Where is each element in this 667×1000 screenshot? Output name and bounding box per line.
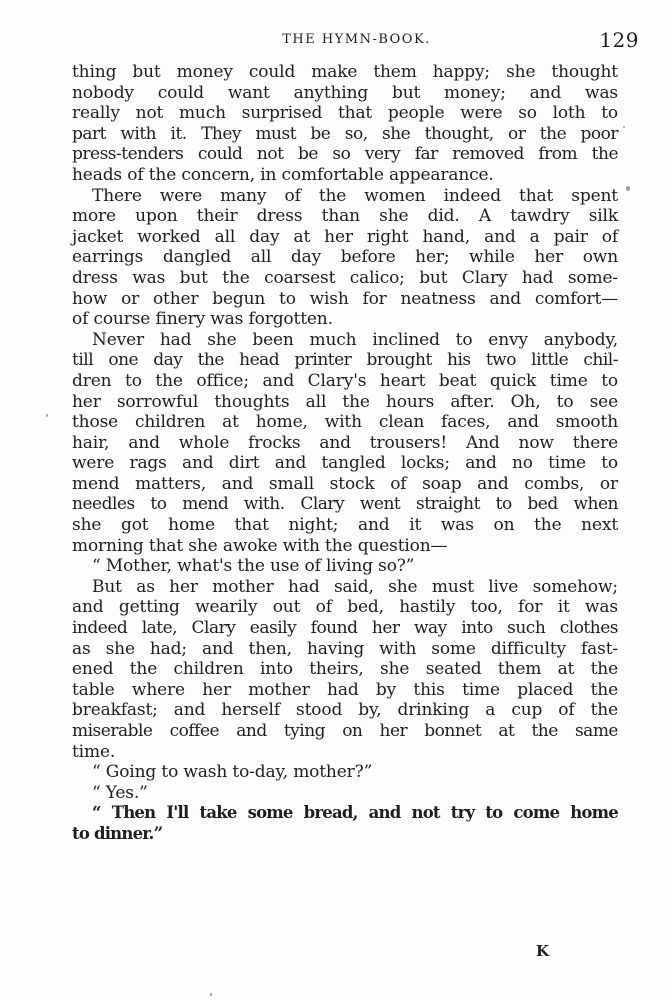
text-line: nobody could want anything but money; and was <box>72 82 618 103</box>
text-line: dren to the office; and Clary's heart beat quick time to <box>72 370 618 391</box>
text-line: part with it. They must be so, she thought, or the poor <box>72 123 618 144</box>
running-title: THE HYMN-BOOK. <box>282 32 431 47</box>
dialogue-line: “ Yes.” <box>92 782 148 803</box>
text-line: miserable coffee and tying on her bonnet at the same <box>72 721 618 741</box>
ink-speck <box>623 126 625 128</box>
dialogue-line: “ Then I'll take some bread, and not try to come home <box>92 803 618 823</box>
text-line: indeed late, Clary easily found her way into such clothes <box>72 618 618 639</box>
text-line: really not much surprised that people were so loth to <box>72 103 618 124</box>
dialogue-line: “ Mother, what's the use of living so?” <box>92 556 415 577</box>
text-line: to dinner.” <box>72 823 163 843</box>
text-line: those children at home, with clean faces, and smooth <box>72 412 618 433</box>
dialogue-line: “ Going to wash to-day, mother?” <box>92 762 373 783</box>
text-line: heads of the concern, in comfortable appearance. <box>72 164 494 185</box>
text-line: time. <box>72 741 116 762</box>
text-line: press-tenders could not be so very far removed from the <box>72 144 618 165</box>
paragraph-start-line: Never had she been much inclined to envy anybody, <box>92 329 618 350</box>
text-line: mend matters, and small stock of soap and combs, or <box>72 473 618 494</box>
ink-speck <box>46 414 48 417</box>
running-head <box>74 30 639 56</box>
text-line: thing but money could make them happy; she thought <box>72 62 618 82</box>
ink-speck <box>626 186 630 191</box>
ink-speck <box>210 993 212 996</box>
text-line: earrings dangled all day before her; while her own <box>72 247 618 268</box>
paragraph-start-line: There were many of the women indeed that spent <box>92 185 618 206</box>
text-line: of course finery was forgotten. <box>72 309 333 330</box>
text-line: morning that she awoke with the question— <box>72 535 448 556</box>
text-line: and getting wearily out of bed, hastily too, for it was <box>72 597 618 618</box>
text-line: breakfast; and herself stood by, drinking a cup of the <box>72 700 618 721</box>
text-line: dress was but the coarsest calico; but Clary had some- <box>72 267 618 288</box>
text-line: needles to mend with. Clary went straight to bed when <box>72 494 618 515</box>
text-line: jacket worked all day at her right hand, and a pair of <box>72 226 618 247</box>
text-line: table where her mother had by this time placed the <box>72 679 618 700</box>
text-line: were rags and dirt and tangled locks; and no time to <box>72 453 618 474</box>
text-line: till one day the head printer brought his two little chil- <box>72 350 618 371</box>
signature-mark: K <box>536 942 550 960</box>
text-line: as she had; and then, having with some difficulty fast- <box>72 638 618 659</box>
text-line: she got home that night; and it was on the next <box>72 515 618 536</box>
text-line: how or other begun to wish for neatness and comfort— <box>72 288 618 309</box>
text-line: ened the children into theirs, she seated them at the <box>72 659 618 680</box>
page-number: 129 <box>599 28 639 52</box>
text-line: her sorrowful thoughts all the hours after. Oh, to see <box>72 391 618 412</box>
text-line: more upon their dress than she did. A tawdry silk <box>72 206 618 227</box>
text-line: hair, and whole frocks and trousers! And now there <box>72 432 618 453</box>
body-text <box>72 62 618 845</box>
paragraph-start-line: But as her mother had said, she must live somehow; <box>92 576 618 597</box>
